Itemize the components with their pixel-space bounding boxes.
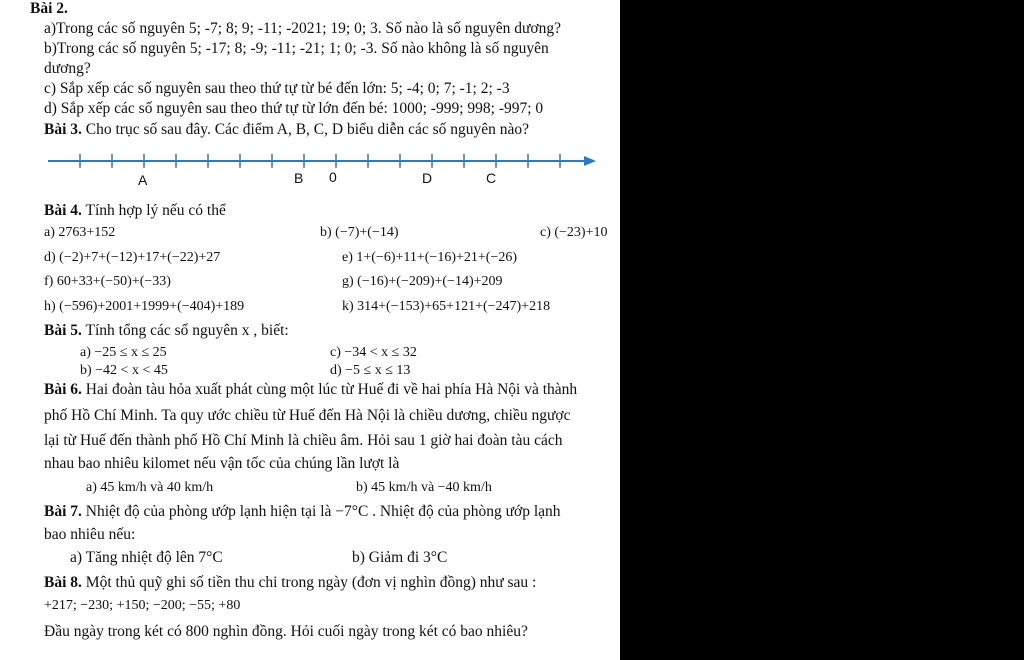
number-line bbox=[44, 150, 604, 195]
bai2-title: Bài 2. bbox=[30, 0, 68, 17]
bai6-line1 bbox=[44, 381, 577, 399]
bai4-text: Tính hợp lý nếu có thể bbox=[81, 202, 226, 219]
bai5-label: Bài 5. bbox=[44, 322, 82, 339]
bai6-line3: lại từ Huế đến thành phố Hồ Chí Minh là chiều âm. Hỏi sau 1 giờ hai đoàn tàu cách bbox=[44, 432, 563, 449]
bai8-line1 bbox=[44, 574, 536, 592]
bai6-line2: phố Hồ Chí Minh. Ta quy ước chiều từ Huế đến Hà Nội là chiều dương, chiều ngược bbox=[44, 407, 571, 424]
bai4-a: a) 2763+152 bbox=[44, 225, 116, 240]
bai7-label: Bài 7. bbox=[44, 503, 82, 520]
bai4-c: c) (−23)+10 bbox=[540, 225, 608, 240]
bai4-e: e) 1+(−6)+11+(−16)+21+(−26) bbox=[342, 250, 517, 265]
bai2-part-b-line2: dương? bbox=[44, 60, 91, 77]
bai4-h: h) (−596)+2001+1999+(−404)+189 bbox=[44, 299, 245, 314]
bai3-label: Bài 3. bbox=[44, 121, 82, 138]
bai5-d: d) −5 ≤ x ≤ 13 bbox=[330, 363, 411, 378]
bai2-part-a: a)Trong các số nguyên 5; -7; 8; 9; -11; -2021; 19; 0; 3. Số nào là số nguyên dương? bbox=[44, 20, 561, 37]
number-line-svg bbox=[44, 150, 604, 195]
axis-label-d: D bbox=[422, 170, 433, 186]
bai4-k: k) 314+(−153)+65+121+(−247)+218 bbox=[342, 299, 551, 314]
bai8-label: Bài 8. bbox=[44, 574, 82, 591]
bai4-g: g) (−16)+(−209)+(−14)+209 bbox=[342, 274, 503, 289]
bai2-part-b-line1: b)Trong các số nguyên 5; -17; 8; -9; -11; -21; 1; 0; -3. Số nào không là số nguyên bbox=[44, 40, 549, 57]
axis-label-c: C bbox=[486, 170, 497, 186]
bai6-label: Bài 6. bbox=[44, 381, 82, 398]
bai8-line3: Đầu ngày trong két có 800 nghìn đồng. Hỏi cuối ngày trong két có bao nhiêu? bbox=[44, 623, 528, 640]
bai5-c: c) −34 < x ≤ 32 bbox=[330, 345, 417, 360]
bai7-text-1: Nhiệt độ của phòng ướp lạnh hiện tại là −7°C . Nhiệt độ của phòng ướp lạnh bbox=[81, 503, 561, 520]
bai5-heading bbox=[44, 322, 289, 340]
bai2-part-d: d) Sắp xếp các số nguyên sau theo thứ tự từ lớn đến bé: 1000; -999; 998; -997; 0 bbox=[44, 100, 544, 117]
bai4-d: d) (−2)+7+(−12)+17+(−22)+27 bbox=[44, 250, 221, 265]
bai7-a: a) Tăng nhiệt độ lên 7°C bbox=[70, 549, 223, 566]
bai6-line4: nhau bao nhiêu kilomet nếu vận tốc của chúng lần lượt là bbox=[44, 455, 400, 472]
bai6-a: a) 45 km/h và 40 km/h bbox=[86, 480, 214, 495]
axis-label-a: A bbox=[138, 172, 148, 188]
bai3-heading bbox=[44, 121, 529, 139]
bai5-b: b) −42 < x < 45 bbox=[80, 363, 168, 378]
bai5-text: Tính tổng các số nguyên x , biết: bbox=[81, 322, 289, 339]
axis-label-zero: 0 bbox=[329, 169, 337, 185]
bai8-text-1: Một thủ quỹ ghi số tiền thu chi trong ngày (đơn vị nghìn đồng) như sau : bbox=[81, 574, 537, 591]
bai7-b: b) Giảm đi 3°C bbox=[352, 549, 448, 566]
bai8-values: +217; −230; +150; −200; −55; +80 bbox=[44, 598, 241, 613]
bai3-text: Cho trục số sau đây. Các điểm A, B, C, D biểu diễn các số nguyên nào? bbox=[81, 121, 530, 138]
axis-label-b: B bbox=[294, 170, 304, 186]
bai4-heading bbox=[44, 202, 226, 220]
bai7-line2: bao nhiêu nếu: bbox=[44, 526, 136, 543]
bai6-b: b) 45 km/h và −40 km/h bbox=[356, 480, 492, 495]
bai4-label: Bài 4. bbox=[44, 202, 82, 219]
bai4-f: f) 60+33+(−50)+(−33) bbox=[44, 274, 171, 289]
black-margin bbox=[620, 0, 1024, 660]
bai2-part-c: c) Sắp xếp các số nguyên sau theo thứ tự từ bé đến lớn: 5; -4; 0; 7; -1; 2; -3 bbox=[44, 80, 510, 97]
axis-arrow-icon bbox=[584, 156, 596, 166]
bai6-text-1: Hai đoàn tàu hỏa xuất phát cùng một lúc từ Huế đi về hai phía Hà Nội và thành bbox=[81, 381, 578, 398]
bai5-a: a) −25 ≤ x ≤ 25 bbox=[80, 345, 167, 360]
bai4-b: b) (−7)+(−14) bbox=[320, 225, 399, 240]
bai7-line1 bbox=[44, 503, 561, 521]
